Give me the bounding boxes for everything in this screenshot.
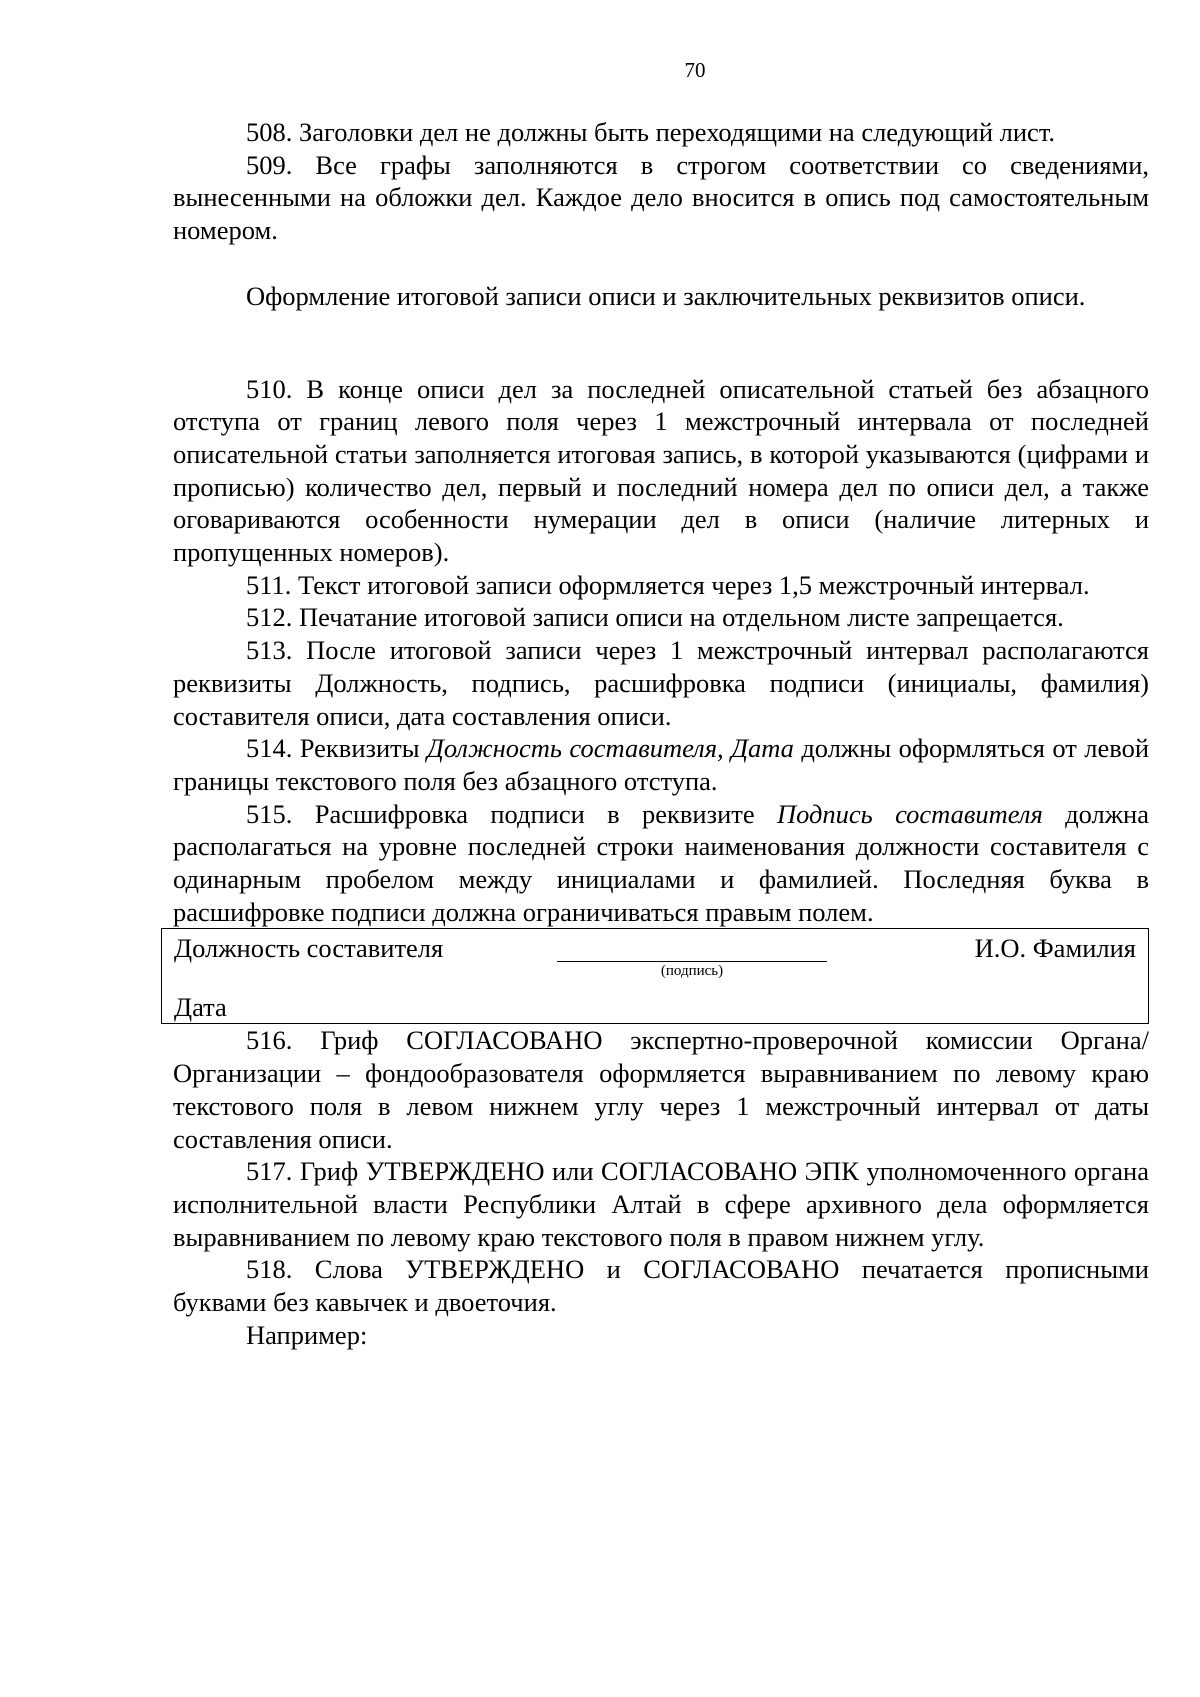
paragraph-514-text: 514. Реквизиты [246,733,427,764]
paragraph-510: 510. В конце описи дел за последней описательной статьей без абзацного отступа от границ левого поля через 1 межстрочный интервала от последней описательной статьи заполняется итоговая запись, в которой указываются (цифрами и прописью) количество дел, первый и последний номера дел по описи дел, а также оговариваются особенности нумерации дел в описи (наличие литерных и пропущенных номеров). [173,373,1149,568]
signature-caption: (подпись) [660,963,724,980]
paragraph-514-italic: Должность составителя, Дата [426,733,794,764]
signature-date-label: Дата [174,992,227,1023]
section-heading: Оформление итоговой записи описи и заключительных реквизитов описи. [246,280,1086,311]
paragraph-509: 509. Все графы заполняются в строгом соответствии со сведениями, вынесенными на обложки дел. Каждое дело вносится в опись под самостоятельным номером. [173,149,1149,246]
paragraph-515-text: 515. Расшифровка подписи в реквизите [246,798,777,829]
document-body [173,116,1149,1352]
paragraph-515-text-end: должна располагаться на уровне последней строки наименования должности составителя с одинарным пробелом между инициалами и фамилией. Последняя буква в расшифровке подписи должна ограничиваться правым полем. [173,798,1149,927]
paragraph-516: 516. Гриф СОГЛАСОВАНО экспертно-проверочной комиссии Органа/Организации – фондообразователя оформляется выравниванием по левому краю текстового поля в левом нижнем углу через 1 межстрочный интервал от даты составления описи. [173,1025,1149,1154]
signature-example-box [161,928,1149,1024]
signature-name-label: И.О. Фамилия [974,933,1136,964]
paragraph-508: 508. Заголовки дел не должны быть переходящими на следующий лист. [246,117,1056,147]
paragraph-515-italic: Подпись составителя [776,798,1043,829]
page-number: 70 [684,58,706,82]
paragraph-514 [173,732,1149,797]
example-label: Например: [246,1319,368,1350]
paragraph-513: 513. После итоговой записи через 1 межстрочный интервал располагаются реквизиты Должность, подпись, расшифровка подписи (инициалы, фамилия) составителя описи, дата составления описи. [173,635,1149,731]
paragraph-512: 512. Печатание итоговой записи описи на отдельном листе запрещается. [246,602,1064,633]
paragraph-517: 517. Гриф УТВЕРЖДЕНО или СОГЛАСОВАНО ЭПК уполномоченного органа исполнительной власти Республики Алтай в сфере архивного дела оформляется выравниванием по левому краю текстового поля в правом нижнем углу. [173,1156,1149,1252]
signature-position-label: Должность составителя [174,933,444,964]
paragraph-514-text-end: должны оформляться от левой границы текстового поля без абзацного отступа. [173,733,1149,796]
paragraph-511: 511. Текст итоговой записи оформляется через 1,5 межстрочный интервал. [246,569,1090,600]
paragraph-518: 518. Слова УТВЕРЖДЕНО и СОГЛАСОВАНО печатается прописными буквами без кавычек и двоеточия. [173,1254,1149,1318]
paragraph-515 [173,798,1149,929]
